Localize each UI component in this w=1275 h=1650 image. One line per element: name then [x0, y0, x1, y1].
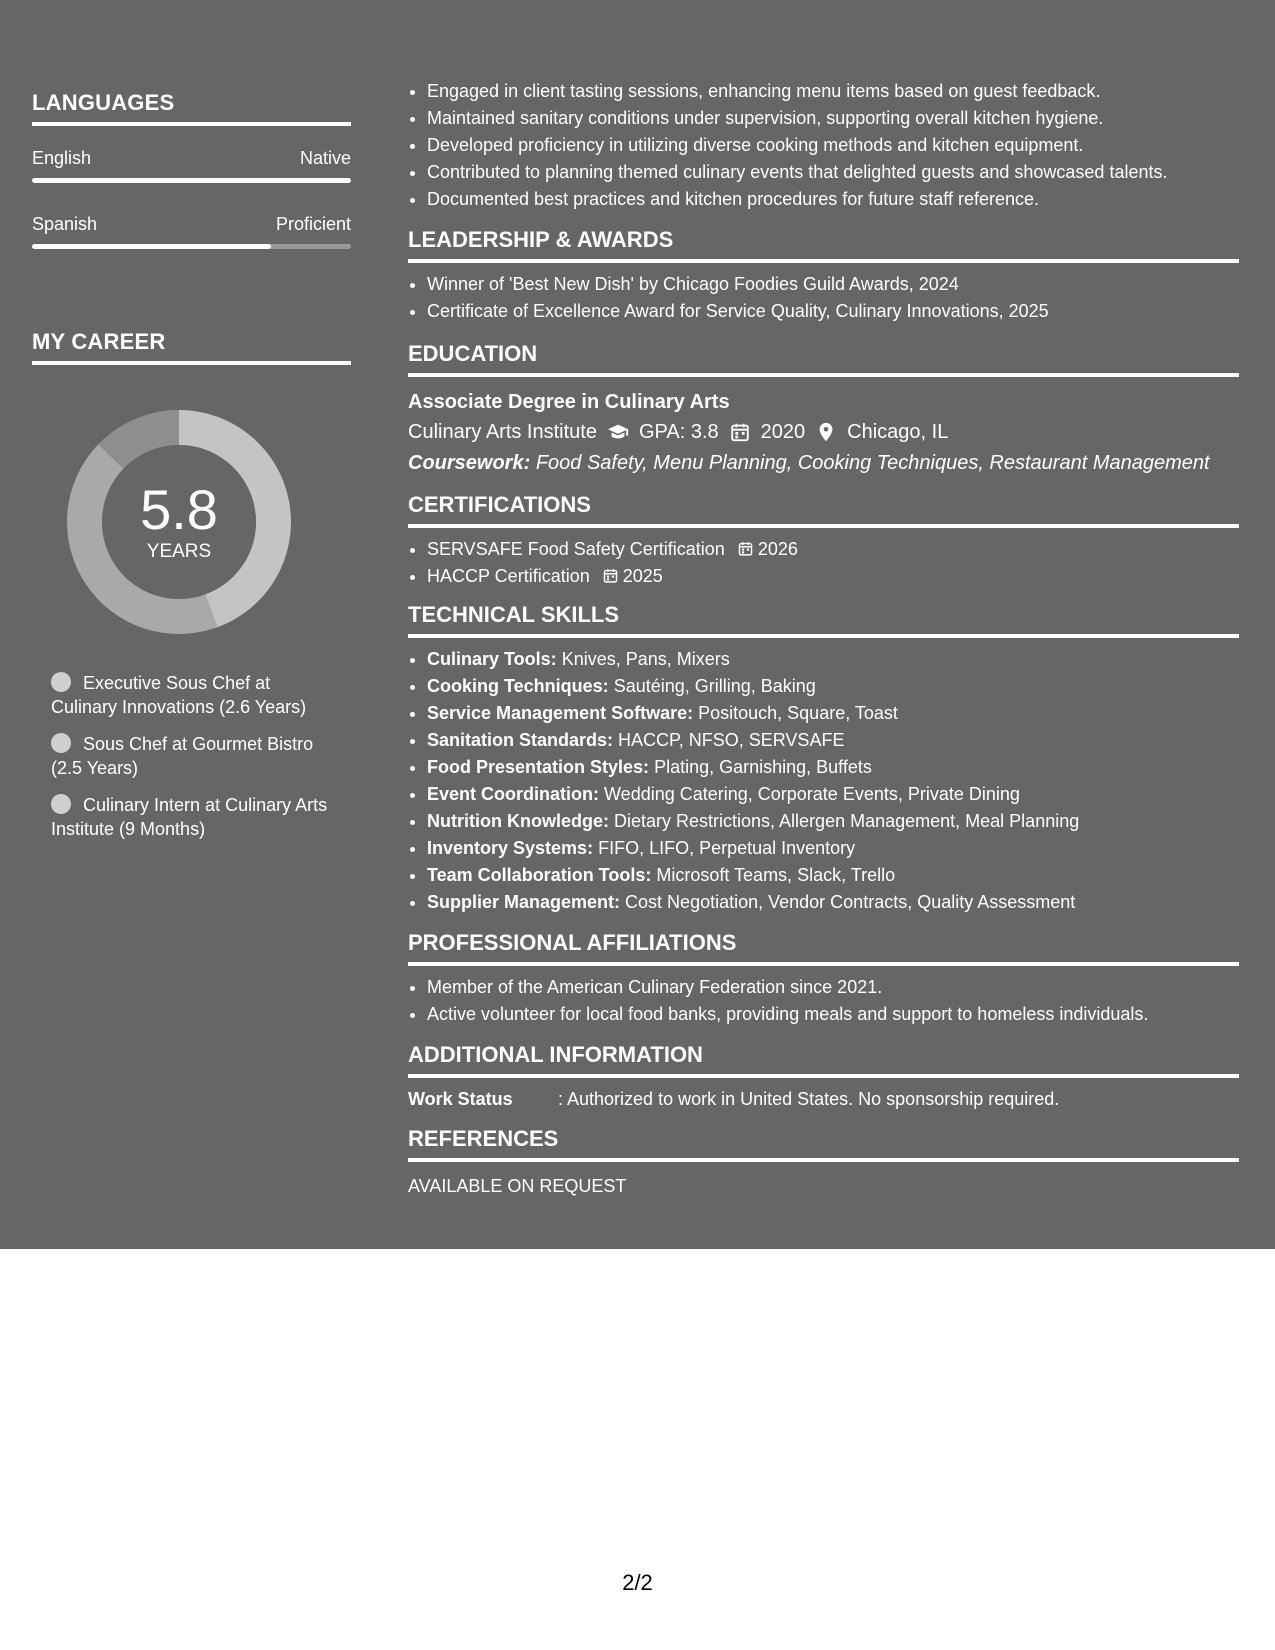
calendar-icon: [729, 421, 751, 443]
career-legend: [51, 671, 341, 841]
affiliation-item: • Member of the American Culinary Federation since 2021.: [427, 974, 1239, 1001]
language-proficiency-bar: [32, 244, 351, 249]
language-level: Native: [299, 148, 351, 168]
language-proficiency-fill: [32, 178, 351, 183]
skill-label: Team Collaboration Tools:: [427, 865, 652, 885]
skill-label: Supplier Management:: [427, 892, 621, 912]
references-title: REFERENCES: [408, 1126, 1239, 1162]
skill-label: Food Presentation Styles:: [427, 757, 650, 777]
skill-label: Service Management Software:: [427, 703, 694, 723]
work-status-key: Work Status: [408, 1089, 513, 1109]
education-gpa: GPA: 3.8: [638, 421, 719, 443]
certification-item: [427, 536, 1239, 563]
languages-title: LANGUAGES: [32, 90, 351, 126]
language-name: English: [32, 148, 92, 168]
education-section: [408, 341, 1239, 478]
page-number: 2/2: [622, 1570, 653, 1595]
career-total-unit: YEARS: [146, 541, 212, 562]
skill-value: Positouch, Square, Toast: [698, 703, 898, 723]
skills-list: [408, 646, 1239, 916]
skill-value: Knives, Pans, Mixers: [561, 649, 730, 669]
work-status-value: : Authorized to work in United States. No sponsorship required.: [558, 1089, 1060, 1109]
language-name: Spanish: [32, 214, 98, 234]
skill-item: [427, 673, 1239, 700]
language-level: Proficient: [275, 214, 351, 234]
career-legend-label: Culinary Intern at Culinary Arts Institute (9 Months): [51, 795, 328, 839]
language-spanish: [32, 214, 351, 249]
language-proficiency-fill: [32, 244, 271, 249]
skill-label: Inventory Systems:: [427, 838, 594, 858]
experience-bullets: [408, 78, 1239, 213]
skill-value: Plating, Garnishing, Buffets: [654, 757, 872, 777]
work-status-row: [408, 1088, 1239, 1110]
coursework-list: Food Safety, Menu Planning, Cooking Techniques, Restaurant Management: [535, 452, 1210, 474]
left-column: [32, 90, 351, 854]
skill-item: [427, 700, 1239, 727]
location-pin-icon: [815, 421, 837, 443]
skill-value: FIFO, LIFO, Perpetual Inventory: [598, 838, 856, 858]
skill-item: [427, 781, 1239, 808]
skill-item: [427, 808, 1239, 835]
skill-value: Cost Negotiation, Vendor Contracts, Quality Assessment: [625, 892, 1076, 912]
education-coursework: [408, 448, 1239, 478]
leadership-title: LEADERSHIP & AWARDS: [408, 227, 1239, 263]
career-legend-label: Executive Sous Chef at Culinary Innovations (2.6 Years): [51, 673, 307, 717]
skills-section: [408, 602, 1239, 916]
certifications-section: [408, 492, 1239, 590]
career-legend-item: [51, 793, 341, 841]
experience-bullet: • Developed proficiency in utilizing diverse cooking methods and kitchen equipment.: [427, 132, 1239, 159]
skill-value: HACCP, NFSO, SERVSAFE: [618, 730, 845, 750]
legend-dot-icon: [51, 733, 71, 753]
certification-year: 2025: [622, 566, 663, 586]
skill-label: Event Coordination:: [427, 784, 599, 804]
calendar-icon: [602, 567, 619, 584]
additional-info-title: ADDITIONAL INFORMATION: [408, 1042, 1239, 1078]
skill-value: Microsoft Teams, Slack, Trello: [656, 865, 896, 885]
skill-label: Nutrition Knowledge:: [427, 811, 609, 831]
skill-item: [427, 646, 1239, 673]
language-proficiency-bar: [32, 178, 351, 183]
language-english: [32, 148, 351, 183]
additional-info-section: [408, 1042, 1239, 1110]
affiliations-section: [408, 930, 1239, 1028]
skill-item: [427, 862, 1239, 889]
certification-year: 2026: [757, 539, 798, 559]
award-item: • Winner of 'Best New Dish' by Chicago Foodies Guild Awards, 2024: [427, 271, 1239, 298]
career-legend-label: Sous Chef at Gourmet Bistro (2.5 Years): [51, 734, 314, 778]
certification-name: SERVSAFE Food Safety Certification: [427, 539, 725, 559]
skill-label: Sanitation Standards:: [427, 730, 614, 750]
references-text: AVAILABLE ON REQUEST: [408, 1176, 627, 1196]
experience-bullet: • Maintained sanitary conditions under supervision, supporting overall kitchen hygiene.: [427, 105, 1239, 132]
experience-bullet: • Documented best practices and kitchen procedures for future staff reference.: [427, 186, 1239, 213]
experience-bullet: • Engaged in client tasting sessions, enhancing menu items based on guest feedback.: [427, 78, 1239, 105]
skill-item: [427, 727, 1239, 754]
career-legend-item: [51, 671, 341, 719]
affiliations-title: PROFESSIONAL AFFILIATIONS: [408, 930, 1239, 966]
skill-value: Sautéing, Grilling, Baking: [613, 676, 816, 696]
award-item: • Certificate of Excellence Award for Service Quality, Culinary Innovations, 2025: [427, 298, 1239, 325]
education-meta: [408, 417, 1239, 447]
career-donut-chart: [66, 409, 292, 635]
references-section: [408, 1126, 1239, 1197]
experience-bullet: • Contributed to planning themed culinary events that delighted guests and showcased talents.: [427, 159, 1239, 186]
skill-item: [427, 754, 1239, 781]
education-location: Chicago, IL: [847, 421, 949, 443]
skill-item: [427, 835, 1239, 862]
education-degree: Associate Degree in Culinary Arts: [408, 391, 730, 413]
certification-item: [427, 563, 1239, 590]
career-legend-item: [51, 732, 341, 780]
career-title: MY CAREER: [32, 329, 351, 365]
donut-center: [66, 409, 292, 635]
leadership-list: [408, 271, 1239, 325]
education-school: Culinary Arts Institute: [408, 421, 597, 443]
graduation-cap-icon: [607, 421, 629, 443]
leadership-section: [408, 227, 1239, 325]
legend-dot-icon: [51, 794, 71, 814]
skill-value: Wedding Catering, Corporate Events, Private Dining: [604, 784, 1020, 804]
education-title: EDUCATION: [408, 341, 1239, 377]
affiliation-item: • Active volunteer for local food banks, providing meals and support to homeless individuals.: [427, 1001, 1239, 1028]
certifications-title: CERTIFICATIONS: [408, 492, 1239, 528]
certification-name: HACCP Certification: [427, 566, 590, 586]
affiliations-list: [408, 974, 1239, 1028]
skill-label: Cooking Techniques:: [427, 676, 609, 696]
coursework-label: Coursework:: [408, 452, 531, 474]
certifications-list: [408, 536, 1239, 590]
education-year: 2020: [760, 421, 806, 443]
skill-item: [427, 889, 1239, 916]
skill-value: Dietary Restrictions, Allergen Management, Meal Planning: [614, 811, 1080, 831]
skill-label: Culinary Tools:: [427, 649, 557, 669]
calendar-icon: [737, 540, 754, 557]
right-column: [408, 78, 1239, 1197]
skills-title: TECHNICAL SKILLS: [408, 602, 1239, 638]
career-total-years: 5.8: [140, 478, 218, 541]
legend-dot-icon: [51, 672, 71, 692]
